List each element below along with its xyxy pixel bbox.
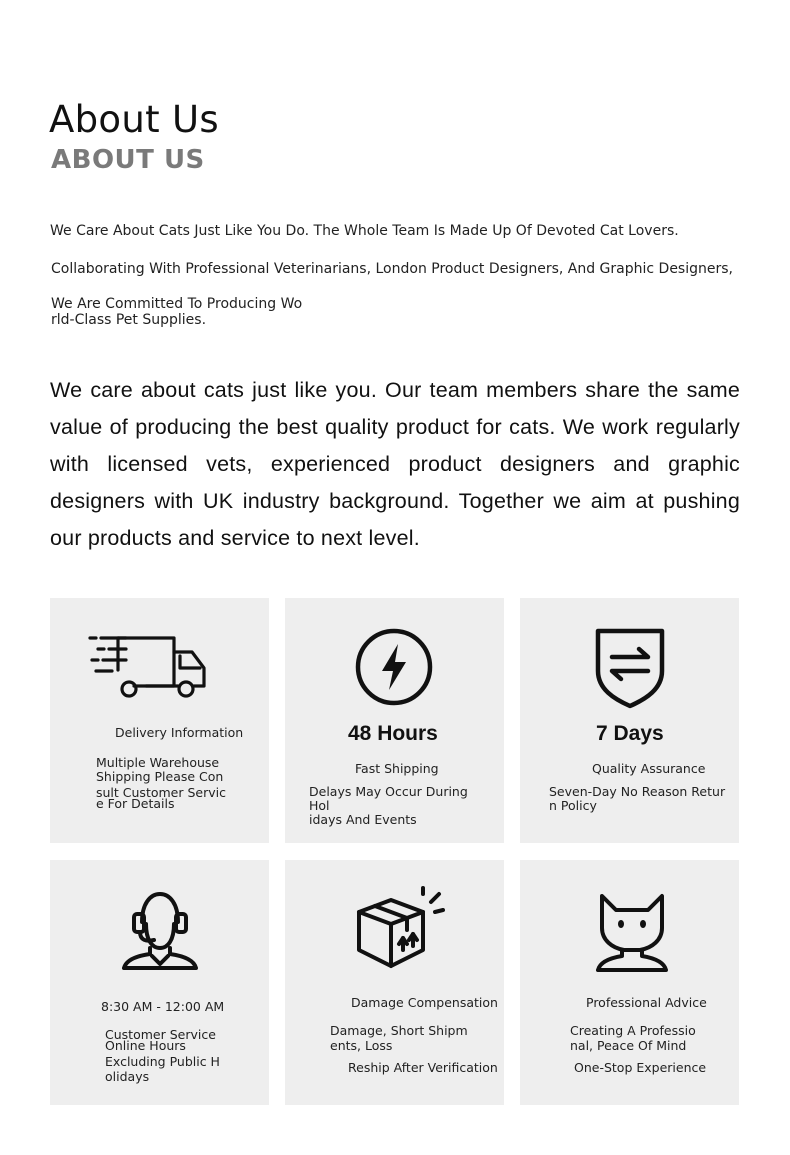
feature-card-service-hours: [50, 860, 269, 1105]
desc-line: Customer Service: [105, 1027, 216, 1042]
card-extra: One-Stop Experience: [574, 1060, 707, 1075]
desc-line: ents, Loss: [330, 1038, 393, 1053]
card-big-value: 48 Hours: [348, 722, 438, 745]
feature-card-fast-shipping: [285, 598, 504, 843]
lightning-icon: [354, 627, 434, 707]
page-title: About Us: [49, 98, 219, 141]
delivery-truck-icon: [88, 632, 208, 698]
package-box-icon: [355, 886, 447, 972]
card-description: [330, 1024, 480, 1053]
card-heading: Professional Advice: [586, 995, 707, 1010]
desc-line: Shipping Please Con: [96, 769, 224, 784]
desc-line: Online Hours: [105, 1038, 186, 1053]
desc-line: olidays: [105, 1069, 150, 1084]
intro-line-1: We Care About Cats Just Like You Do. The Whole Team Is Made Up Of Devoted Cat Lovers.: [50, 223, 679, 239]
desc-line: Seven-Day No Reason Retur: [549, 784, 726, 799]
card-description: [570, 1024, 720, 1053]
card-heading: 8:30 AM - 12:00 AM: [101, 999, 225, 1014]
card-heading: Delivery Information: [115, 725, 244, 740]
card-description: [105, 1028, 245, 1084]
desc-line: e For Details: [96, 796, 175, 811]
intro-line-3b: rld-Class Pet Supplies.: [51, 312, 207, 328]
page-subtitle: ABOUT US: [51, 145, 205, 175]
desc-line: Damage, Short Shipm: [330, 1023, 468, 1038]
mission-statement: We care about cats just like you. Our team members share the same value of producing the best quality product for cats. We work regularly with licensed vets, experienced product designers and graphic designers with UK industry background. Together we aim at pushing our products and service to next level.: [50, 378, 740, 550]
feature-card-delivery: [50, 598, 269, 843]
intro-line-2: Collaborating With Professional Veterinarians, London Product Designers, And Graphic Designers,: [51, 261, 733, 277]
card-description: [309, 785, 489, 827]
card-heading: Quality Assurance: [592, 761, 706, 776]
headset-agent-icon: [120, 888, 200, 972]
shield-exchange-icon: [594, 627, 666, 709]
feature-card-damage: [285, 860, 504, 1105]
desc-line: sult Customer Servic: [96, 785, 226, 800]
intro-line-3: [51, 296, 311, 328]
desc-line: Excluding Public H: [105, 1054, 220, 1069]
cat-face-icon: [594, 892, 670, 972]
desc-line: Creating A Professio: [570, 1023, 696, 1038]
desc-line: n Policy: [549, 798, 597, 813]
intro-line-3a: We Are Committed To Producing Wo: [51, 296, 303, 312]
feature-card-quality: [520, 598, 739, 843]
card-description: [96, 756, 236, 811]
card-extra: Reship After Verification: [348, 1060, 498, 1075]
card-heading: Fast Shipping: [355, 761, 439, 776]
desc-line: idays And Events: [309, 812, 417, 827]
desc-line: Multiple Warehouse: [96, 755, 220, 770]
desc-line: nal, Peace Of Mind: [570, 1038, 687, 1053]
card-big-value: 7 Days: [596, 722, 664, 745]
desc-line: Delays May Occur During Hol: [309, 784, 468, 813]
feature-card-advice: [520, 860, 739, 1105]
card-heading: Damage Compensation: [351, 995, 498, 1010]
card-description: [549, 785, 729, 813]
